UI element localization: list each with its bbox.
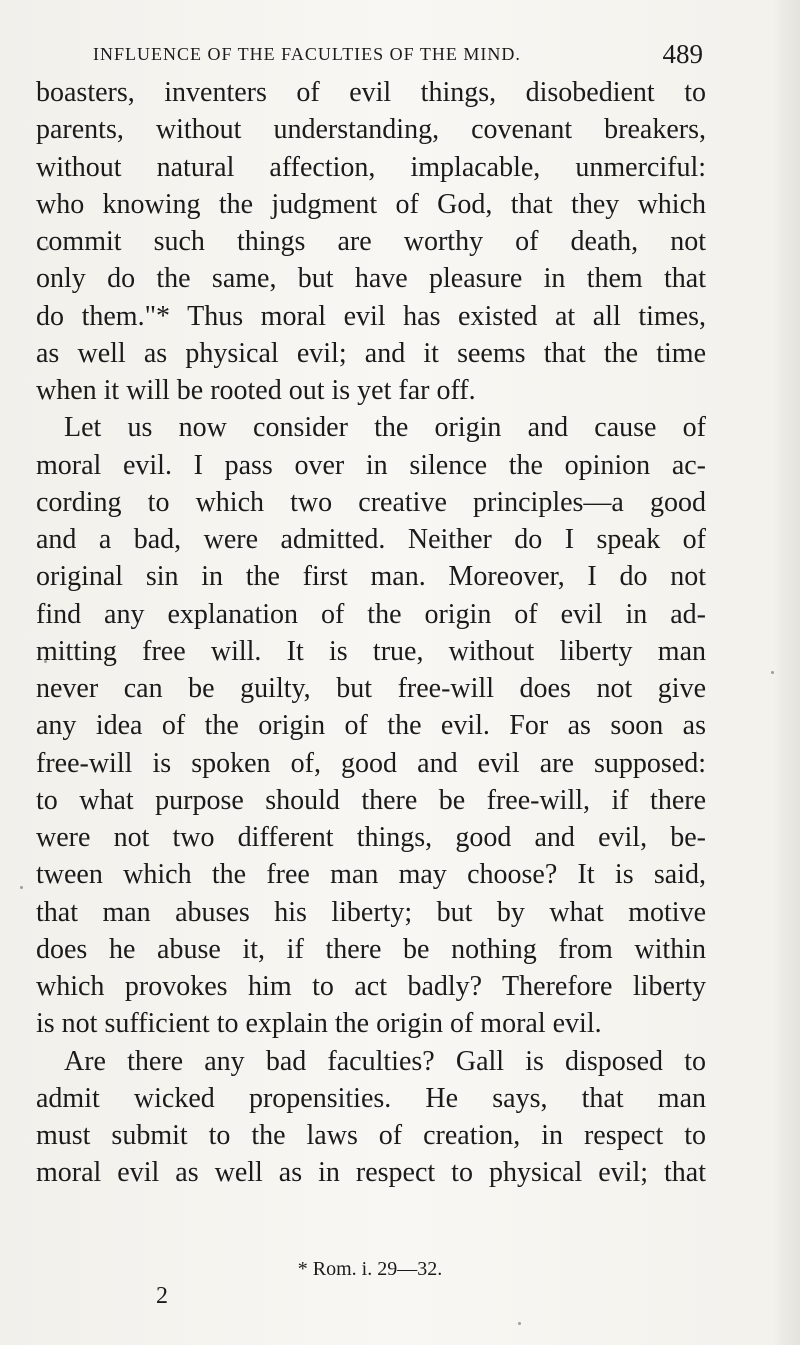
print-speck	[518, 1322, 521, 1325]
text-line: find any explanation of the origin of evil in ad-	[36, 598, 706, 630]
print-speck	[771, 671, 774, 674]
text-line: free-will is spoken of, good and evil are supposed:	[36, 747, 706, 779]
footnote: * Rom. i. 29—32.	[297, 1258, 443, 1280]
text-line: when it will be rooted out is yet far off.	[36, 375, 476, 406]
paragraph-start-line: Let us now consider the origin and cause of	[64, 412, 706, 444]
running-title: INFLUENCE OF THE FACULTIES OF THE MIND.	[93, 43, 521, 64]
print-speck	[20, 886, 23, 889]
running-head	[93, 34, 703, 74]
text-line: does he abuse it, if there be nothing from within	[36, 933, 706, 965]
text-line: any idea of the origin of the evil. For as soon as	[36, 710, 706, 742]
text-line: only do the same, but have pleasure in them that	[36, 263, 706, 295]
text-line: never can be guilty, but free-will does not give	[36, 673, 706, 704]
text-line: were not two different things, good and evil, be-	[36, 822, 706, 853]
page-number: 489	[662, 38, 703, 69]
body-text	[36, 74, 706, 1192]
signature-mark: 2	[156, 1283, 168, 1309]
text-line: parents, without understanding, covenant breakers,	[36, 114, 706, 146]
text-line: boasters, inventers of evil things, disobedient to	[36, 77, 706, 108]
text-line: mitting free will. It is true, without liberty man	[36, 635, 706, 667]
text-line: commit such things are worthy of death, not	[36, 226, 706, 257]
text-line: moral evil. I pass over in silence the opinion ac-	[36, 449, 706, 481]
text-line: do them."* Thus moral evil has existed at all times,	[36, 300, 706, 332]
paragraph-start-line: Are there any bad faculties? Gall is disposed to	[64, 1045, 706, 1077]
text-line: must submit to the laws of creation, in respect to	[36, 1120, 706, 1151]
text-line: and a bad, were admitted. Neither do I speak of	[36, 524, 706, 555]
text-line: to what purpose should there be free-will, if there	[36, 784, 706, 816]
text-line: as well as physical evil; and it seems that the time	[36, 337, 706, 369]
text-line: that man abuses his liberty; but by what motive	[36, 896, 706, 928]
text-line: which provokes him to act badly? Therefore liberty	[36, 971, 706, 1002]
text-line: is not sufficient to explain the origin of moral evil.	[36, 1008, 602, 1040]
text-line: original sin in the first man. Moreover, I do not	[36, 561, 706, 593]
text-line: cording to which two creative principles—a good	[36, 486, 706, 518]
page-edge-shadow	[774, 0, 800, 1345]
text-line: who knowing the judgment of God, that they which	[36, 188, 706, 220]
text-line: moral evil as well as in respect to physical evil; that	[36, 1157, 706, 1189]
text-line: admit wicked propensities. He says, that man	[36, 1082, 706, 1114]
text-line: without natural affection, implacable, unmerciful:	[36, 151, 706, 183]
print-speck	[46, 246, 49, 249]
text-line: tween which the free man may choose? It is said,	[36, 859, 706, 891]
print-speck	[44, 660, 47, 663]
